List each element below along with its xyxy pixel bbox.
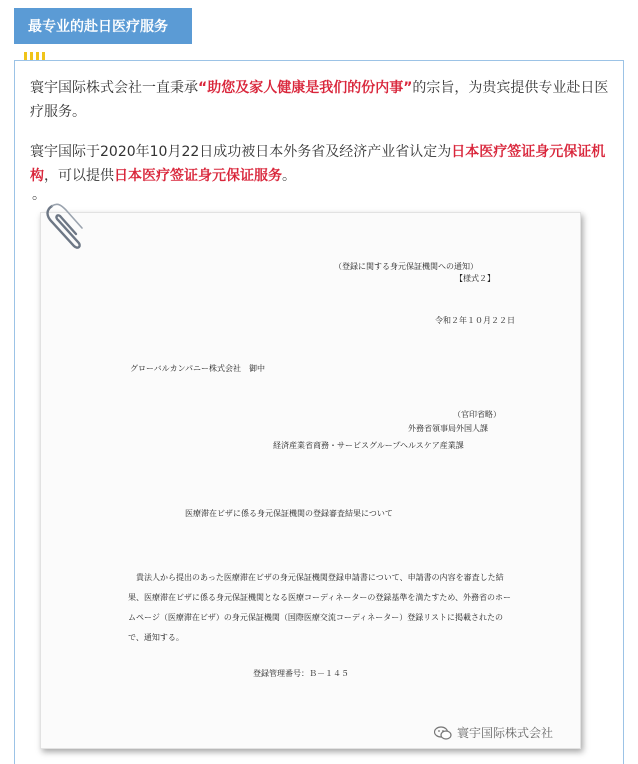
paperclip-icon bbox=[44, 202, 84, 254]
certification-highlight: 日本医疗签证身元保证机构 bbox=[30, 144, 606, 184]
intro-text: 寰宇国际株式会社一直秉承 bbox=[30, 80, 198, 96]
section-title: 最专业的赴日医疗服务 bbox=[14, 8, 192, 44]
sender-line-1: 外務省領事局外国人課 bbox=[408, 424, 488, 433]
recipient: グローバルカンパニー株式会社 御中 bbox=[130, 364, 266, 373]
seal-omitted: （官印省略） bbox=[453, 410, 501, 419]
slogan-highlight: “助您及家人健康是我们的份内事” bbox=[198, 80, 413, 96]
certificate-document-image bbox=[40, 212, 581, 749]
intro-text: 。 bbox=[282, 168, 296, 184]
intro-text: 的宗旨，为贵宾提供专业赴日医疗服务。 bbox=[30, 80, 609, 120]
watermark-text: 寰宇国际株式会社 bbox=[457, 726, 554, 740]
intro-paragraph-1 bbox=[30, 76, 610, 124]
wechat-icon bbox=[434, 726, 452, 740]
service-highlight: 日本医疗签证身元保证服务 bbox=[114, 168, 282, 184]
document-date: 令和２年１０月２２日 bbox=[435, 316, 515, 325]
form-number: 【様式２】 bbox=[455, 274, 495, 283]
intro-text: ，可以提供 bbox=[44, 168, 114, 184]
trailing-dot: 。 bbox=[32, 187, 46, 203]
registration-number: 登録管理番号：Ｂ－１４５ bbox=[253, 669, 349, 678]
notice-title: （登録に関する身元保証機関への通知） bbox=[334, 262, 478, 271]
watermark bbox=[434, 724, 553, 741]
sender-line-2: 経済産業省商務・サービスグループヘルスケア産業課 bbox=[273, 441, 464, 450]
document-subject: 医療滞在ビザに係る身元保証機関の登録審査結果について bbox=[185, 509, 393, 518]
intro-paragraph-2 bbox=[30, 140, 610, 188]
intro-text: 寰宇国际于2020年10月22日成功被日本外务省及经济产业省认定为 bbox=[30, 144, 452, 160]
document-body: 貴法人から提出のあった医療滞在ビザの身元保証機関登録申請書について、申請書の内容を審査した結果、医療滞在ビザに係る身元保証機関となる医療コーディネーターの登録基準を満たすため、外務省のホームページ（医療滞在ビザ）の身元保証機関（国際医療交流コーディネーター）登録リストに掲載されたので、通知する。 bbox=[128, 573, 512, 642]
